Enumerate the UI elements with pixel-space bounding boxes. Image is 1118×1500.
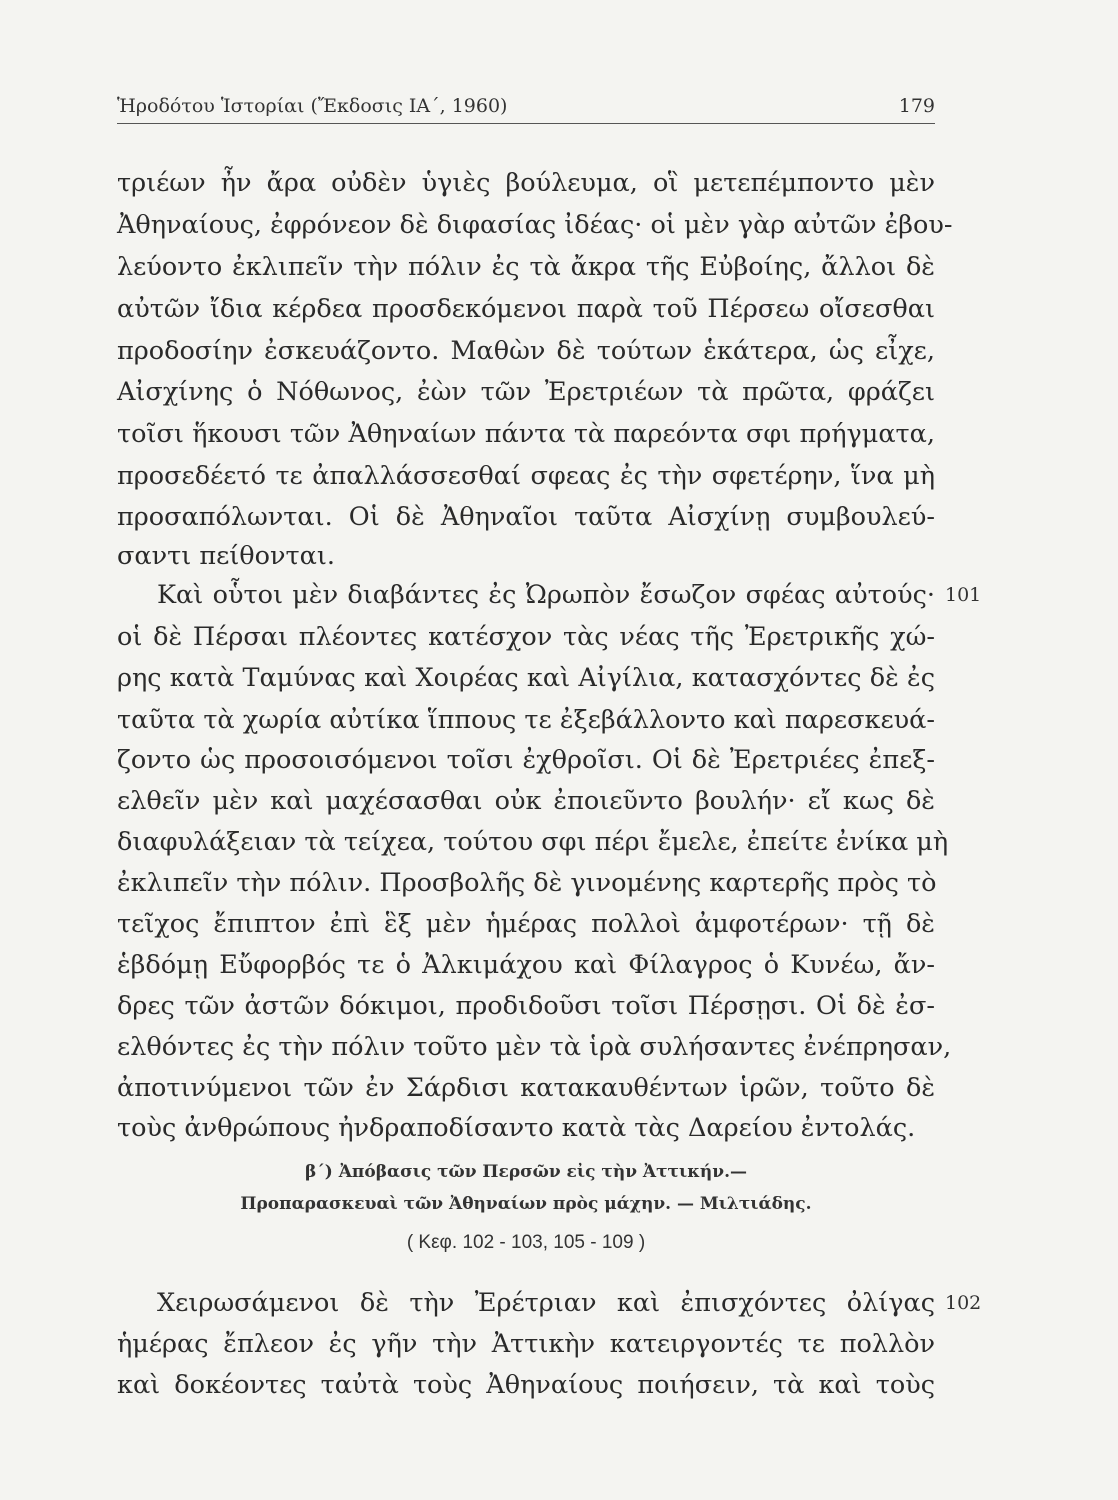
text-line: προδοσίην ἐσκευάζοντο. Μαθὼν δὲ τούτων ἑκάτερα, ὡς εἶχε,	[117, 336, 935, 366]
chapter-number: 101	[945, 584, 982, 606]
running-head	[117, 95, 935, 117]
text-line: ἑβδόμῃ Εὔφορβός τε ὁ Ἀλκιμάχου καὶ Φίλαγρος ὁ Κυνέω, ἄν-	[117, 950, 935, 980]
text-line: οἱ δὲ Πέρσαι πλέοντες κατέσχον τὰς νέας τῆς Ἐρετρικῆς χώ-	[117, 622, 935, 652]
text-line: ταῦτα τὰ χωρία αὐτίκα ἵππους τε ἐξεβάλλοντο καὶ παρεσκευά-	[117, 705, 935, 735]
text-line: ρης κατὰ Ταμύνας καὶ Χοιρέας καὶ Αἰγίλια, κατασχόντες δὲ ἐς	[117, 663, 935, 693]
text-line: τοὺς ἀνθρώπους ἠνδραποδίσαντο κατὰ τὰς Δαρείου ἐντολάς.	[117, 1113, 916, 1143]
text-line: διαφυλάξειαν τὰ τείχεα, τούτου σφι πέρι ἔμελε, ἐπείτε ἐνίκα μὴ	[117, 827, 949, 857]
text-line: προσεδέετό τε ἀπαλλάσσεσθαί σφεας ἐς τὴν σφετέρην, ἵνα μὴ	[117, 461, 935, 491]
chapter-number: 102	[945, 1292, 982, 1314]
text-line: ἡμέρας ἔπλεον ἐς γῆν τὴν Ἀττικὴν κατειργοντές τε πολλὸν	[117, 1329, 935, 1359]
text-line: ελθεῖν μὲν καὶ μαχέσασθαι οὐκ ἐποιεῦντο βουλήν· εἴ κως δὲ	[117, 786, 935, 816]
text-line: ζοντο ὡς προσοισόμενοι τοῖσι ἐχθροῖσι. Οἱ δὲ Ἐρετριέες ἐπεξ-	[117, 745, 935, 775]
section-heading-line: β΄) Ἀπόβασις τῶν Περσῶν εἰς τὴν Ἀττικήν.—	[304, 1162, 748, 1182]
text-line: τριέων ἦν ἄρα οὐδὲν ὑγιὲς βούλευμα, οἳ μετεπέμποντο μὲν	[117, 168, 935, 198]
text-line: Χειρωσάμενοι δὲ τὴν Ἐρέτριαν καὶ ἐπισχόντες ὀλίγας	[157, 1288, 935, 1318]
text-line: Καὶ οὗτοι μὲν διαβάντες ἐς Ὠρωπὸν ἔσωζον σφέας αὐτούς·	[157, 580, 935, 610]
text-line: τεῖχος ἔπιπτον ἐπὶ ἓξ μὲν ἡμέρας πολλοὶ ἀμφοτέρων· τῇ δὲ	[117, 909, 935, 939]
text-line: ἀποτινύμενοι τῶν ἐν Σάρδισι κατακαυθέντων ἱρῶν, τοῦτο δὲ	[117, 1073, 935, 1103]
text-line: τοῖσι ἥκουσι τῶν Ἀθηναίων πάντα τὰ παρεόντα σφι πρήγματα,	[117, 419, 935, 449]
section-heading-line: Προπαρασκευαὶ τῶν Ἀθηναίων πρὸς μάχην. — Μιλτιάδης.	[240, 1194, 812, 1214]
text-line: αὐτῶν ἴδια κέρδεα προσδεκόμενοι παρὰ τοῦ Πέρσεω οἴσεσθαι	[117, 294, 935, 324]
text-line: λεύοντο ἐκλιπεῖν τὴν πόλιν ἐς τὰ ἄκρα τῆς Εὐβοίης, ἄλλοι δὲ	[117, 252, 935, 282]
running-head-title: Ἡροδότου Ἱστορίαι (Ἔκδοσις ΙΑ΄, 1960)	[117, 95, 508, 117]
text-line: σαντι πείθονται.	[117, 541, 335, 571]
text-line: δρες τῶν ἀστῶν δόκιμοι, προδιδοῦσι τοῖσι Πέρσῃσι. Οἱ δὲ ἐσ-	[117, 991, 935, 1021]
text-line: Αἰσχίνης ὁ Νόθωνος, ἐὼν τῶν Ἐρετριέων τὰ πρῶτα, φράζει	[117, 377, 935, 407]
header-rule	[117, 123, 935, 124]
text-line: ἐκλιπεῖν τὴν πόλιν. Προσβολῆς δὲ γινομένης καρτερῆς πρὸς τὸ	[117, 868, 937, 898]
page-number: 179	[898, 95, 935, 117]
text-line: προσαπόλωνται. Οἱ δὲ Ἀθηναῖοι ταῦτα Αἰσχίνῃ συμβουλεύ-	[117, 502, 935, 532]
text-line: ελθόντες ἐς τὴν πόλιν τοῦτο μὲν τὰ ἱρὰ συλήσαντες ἐνέπρησαν,	[117, 1032, 952, 1062]
text-line: καὶ δοκέοντες ταὐτὰ τοὺς Ἀθηναίους ποιήσειν, τὰ καὶ τοὺς	[117, 1370, 935, 1400]
text-line: Ἀθηναίους, ἐφρόνεον δὲ διφασίας ἰδέας· οἱ μὲν γὰρ αὐτῶν ἐβου-	[117, 210, 953, 240]
chapter-reference: ( Κεφ. 102 - 103, 105 - 109 )	[406, 1232, 646, 1253]
